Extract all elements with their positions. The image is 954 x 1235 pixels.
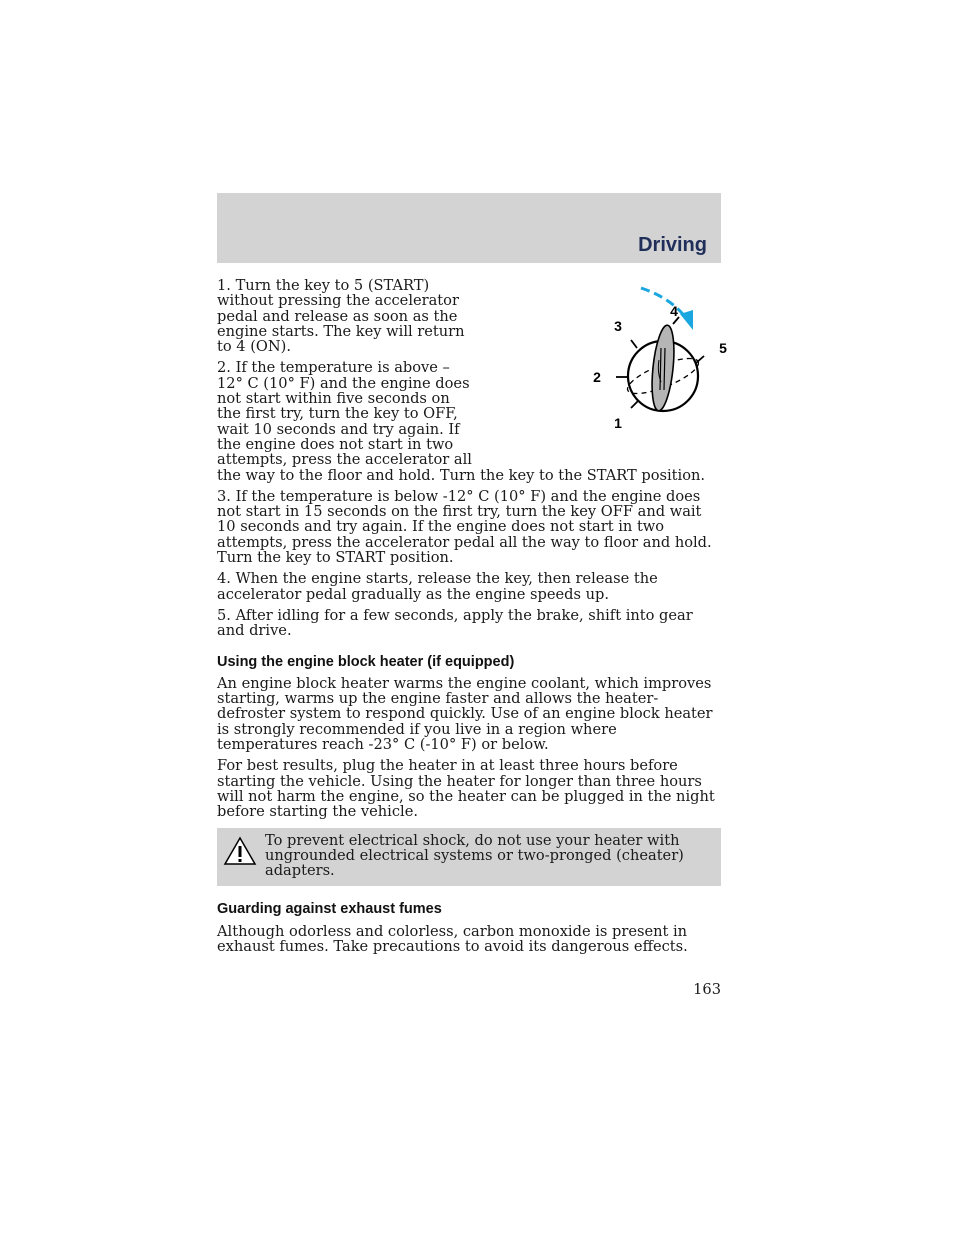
exhaust-heading: Guarding against exhaust fumes — [217, 901, 442, 918]
block-heater-heading: Using the engine block heater (if equipped) — [217, 653, 515, 670]
step-3: 3. If the temperature is below -12° C (10° F) and the engine does not start in 15 seconds on the first try, turn the key OFF and wait 10 seconds and try again. If the engine does not start in two attempts, press the accelerator pedal all the way to floor and hold. Turn the key to START position. — [217, 487, 712, 567]
page-number: 163 — [693, 981, 721, 998]
warning-triangle-icon — [223, 836, 257, 866]
position-label-2: 2 — [593, 369, 601, 385]
position-label-3: 3 — [614, 318, 622, 334]
position-label-4: 4 — [670, 303, 678, 319]
step-1: 1. Turn the key to 5 (START) without pressing the accelerator pedal and release as soon as the engine starts. The key will return to 4 (ON). — [217, 277, 465, 356]
section-title: Driving — [638, 234, 707, 256]
warning-text: To prevent electrical shock, do not use your heater with ungrounded electrical systems or two-pronged (cheater) adapters. — [265, 831, 684, 880]
block-heater-paragraph-2: For best results, plug the heater in at least three hours before starting the vehicle. Using the heater for longer than three hours will not harm the engine, so the heater can be plugged in the night before starting the vehicle. — [217, 757, 715, 821]
step-2: 2. If the temperature is above –12° C (10° F) and the engine does not start within five seconds on the first try, turn the key to OFF, wait 10 seconds and try again. If the engine does not start in two attempts, press the accelerator all the way to the floor and hold. Turn the key to the START position. — [217, 359, 706, 484]
block-heater-paragraph-1: An engine block heater warms the engine coolant, which improves starting, warms up the engine faster and allows the heater-defroster system to respond quickly. Use of an engine block heater is strongly recommended if you live in a region where temperatures reach -23° C (-10° F) or below. — [217, 674, 713, 754]
ignition-diagram — [481, 278, 727, 454]
header-band — [217, 193, 721, 263]
page-content — [217, 277, 727, 960]
warning-box — [217, 828, 721, 887]
position-label-5: 5 — [719, 340, 727, 356]
step-5: 5. After idling for a few seconds, apply the brake, shift into gear and drive. — [217, 606, 693, 640]
position-label-1: 1 — [614, 415, 622, 431]
step-4: 4. When the engine starts, release the key, then release the accelerator pedal gradually as the engine speeds up. — [217, 570, 658, 603]
exhaust-paragraph: Although odorless and colorless, carbon monoxide is present in exhaust fumes. Take precautions to avoid its dangerous effects. — [217, 922, 688, 955]
